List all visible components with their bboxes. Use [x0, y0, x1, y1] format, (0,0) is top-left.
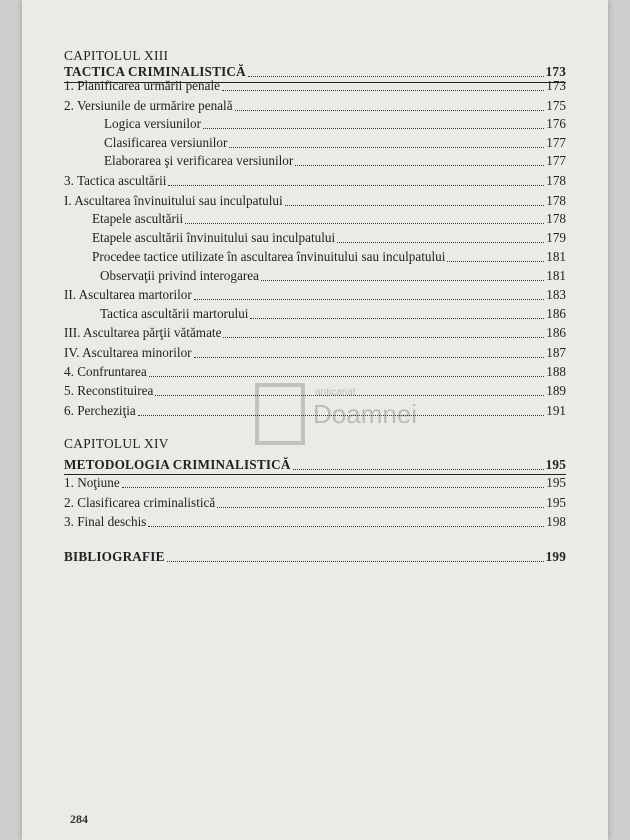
- toc-entry-page: 191: [546, 403, 566, 418]
- toc-entry-page: 179: [546, 230, 566, 245]
- toc-entry: [64, 381, 566, 399]
- toc-entry-label: IV. Ascultarea minorilor: [64, 345, 192, 360]
- dot-leader: [337, 241, 544, 243]
- toc-entry-label: 1. Noţiune: [64, 475, 120, 490]
- toc-entry: [64, 493, 566, 511]
- toc-entry-page: 198: [546, 514, 566, 529]
- toc-entry: [64, 133, 566, 151]
- dot-leader: [138, 414, 544, 416]
- toc-entry: [64, 323, 566, 341]
- chapter-13-title-page: 173: [545, 64, 566, 79]
- dot-leader: [250, 317, 544, 319]
- book-page: [22, 0, 608, 840]
- bibliography-row: [64, 547, 566, 565]
- toc-entry-label: Elaborarea şi verificarea versiunilor: [104, 153, 294, 168]
- toc-entry-label: II. Ascultarea martorilor: [64, 287, 192, 302]
- toc-entry: [64, 304, 566, 322]
- toc-entry: [64, 228, 566, 246]
- dot-leader: [203, 127, 544, 129]
- page-number: 284: [70, 812, 88, 826]
- dot-leader: [148, 525, 544, 527]
- toc-entry-page: 177: [546, 135, 566, 150]
- dot-leader: [122, 486, 545, 488]
- chapter-14-label: CAPITOLUL XIV: [64, 436, 169, 451]
- dot-leader: [293, 468, 544, 470]
- toc-entry-label: Procedee tactice utilizate în ascultarea învinuitului sau inculpatului: [92, 249, 446, 264]
- dot-leader: [447, 260, 544, 262]
- bibliography-label: BIBLIOGRAFIE: [64, 549, 165, 564]
- bibliography-page: 199: [545, 549, 566, 564]
- watermark-big-text: Doamnei: [313, 399, 418, 429]
- dot-leader: [155, 394, 544, 396]
- toc-entry: [64, 76, 566, 94]
- dot-leader: [261, 279, 544, 281]
- toc-entry-page: 186: [546, 306, 566, 321]
- toc-entry-label: 4. Confruntarea: [64, 364, 147, 379]
- dot-leader: [149, 375, 544, 377]
- toc-entry-page: 188: [546, 364, 566, 379]
- dot-leader: [223, 336, 544, 338]
- toc-entry-page: 176: [546, 116, 566, 131]
- toc-entry-label: 3. Final deschis: [64, 514, 147, 529]
- toc-entry: [64, 266, 566, 284]
- toc-entry-page: 178: [546, 211, 566, 226]
- dot-leader: [194, 298, 544, 300]
- dot-leader: [235, 109, 545, 111]
- toc-entry-page: 195: [546, 475, 566, 490]
- chapter-14-title: METODOLOGIA CRIMINALISTICĂ: [64, 457, 291, 472]
- dot-leader: [217, 506, 544, 508]
- toc-entry-label: 2. Clasificarea criminalistică: [64, 495, 216, 510]
- toc-entry: [64, 171, 566, 189]
- chapter-13-title: TACTICA CRIMINALISTICĂ: [64, 64, 246, 79]
- toc-entry-label: Logica versiunilor: [104, 116, 202, 131]
- toc-entry-page: 178: [546, 173, 566, 188]
- toc-entry-label: Observaţii privind interogarea: [100, 268, 259, 283]
- toc-entry-label: 1. Planificarea urmării penale: [64, 78, 220, 93]
- toc-entry-label: 2. Versiunile de urmărire penală: [64, 98, 233, 113]
- toc-entry: [64, 151, 566, 169]
- toc-entry-page: 181: [546, 249, 566, 264]
- toc-entry: [64, 473, 566, 491]
- watermark-small-text: anticariat: [315, 387, 356, 398]
- chapter-14-title-row: [64, 455, 566, 473]
- toc-entry-label: Etapele ascultării: [92, 211, 184, 226]
- toc-entry-label: 5. Reconstituirea: [64, 383, 154, 398]
- dot-leader: [229, 146, 544, 148]
- toc-entry: [64, 362, 566, 380]
- toc-entry-page: 178: [546, 193, 566, 208]
- toc-entry: [64, 96, 566, 114]
- toc-entry: [64, 285, 566, 303]
- toc-entry: [64, 191, 566, 209]
- toc-entry-page: 189: [546, 383, 566, 398]
- toc-entry-label: 3. Tactica ascultării: [64, 173, 167, 188]
- toc-entry-page: 186: [546, 325, 566, 340]
- toc-entry: [64, 401, 566, 419]
- dot-leader: [295, 164, 544, 166]
- chapter-14-title-page: 195: [545, 457, 566, 472]
- toc-entry: [64, 247, 566, 265]
- dot-leader: [185, 222, 544, 224]
- toc-entry-label: Etapele ascultării învinuitului sau inculpatului: [92, 230, 336, 245]
- toc-entry-label: III. Ascultarea părţii vătămate: [64, 325, 222, 340]
- toc-entry: [64, 209, 566, 227]
- toc-entry-page: 195: [546, 495, 566, 510]
- toc-entry-label: 6. Percheziţia: [64, 403, 136, 418]
- toc-entry-label: Clasificarea versiunilor: [104, 135, 228, 150]
- toc-entry-page: 187: [546, 345, 566, 360]
- toc-entry: [64, 114, 566, 132]
- toc-entry-page: 181: [546, 268, 566, 283]
- toc-entry-label: Tactica ascultării martorului: [100, 306, 249, 321]
- toc-entry-page: 183: [546, 287, 566, 302]
- dot-leader: [167, 560, 544, 562]
- toc-entry-page: 175: [546, 98, 566, 113]
- toc-entry-page: 173: [546, 78, 566, 93]
- dot-leader: [168, 184, 544, 186]
- toc-entry: [64, 343, 566, 361]
- toc-entry: [64, 512, 566, 530]
- dot-leader: [285, 204, 545, 206]
- dot-leader: [222, 89, 544, 91]
- toc-entry-page: 177: [546, 153, 566, 168]
- chapter-13-label: CAPITOLUL XIII: [64, 48, 169, 63]
- dot-leader: [194, 356, 545, 358]
- toc-entry-label: I. Ascultarea învinuitului sau inculpatului: [64, 193, 283, 208]
